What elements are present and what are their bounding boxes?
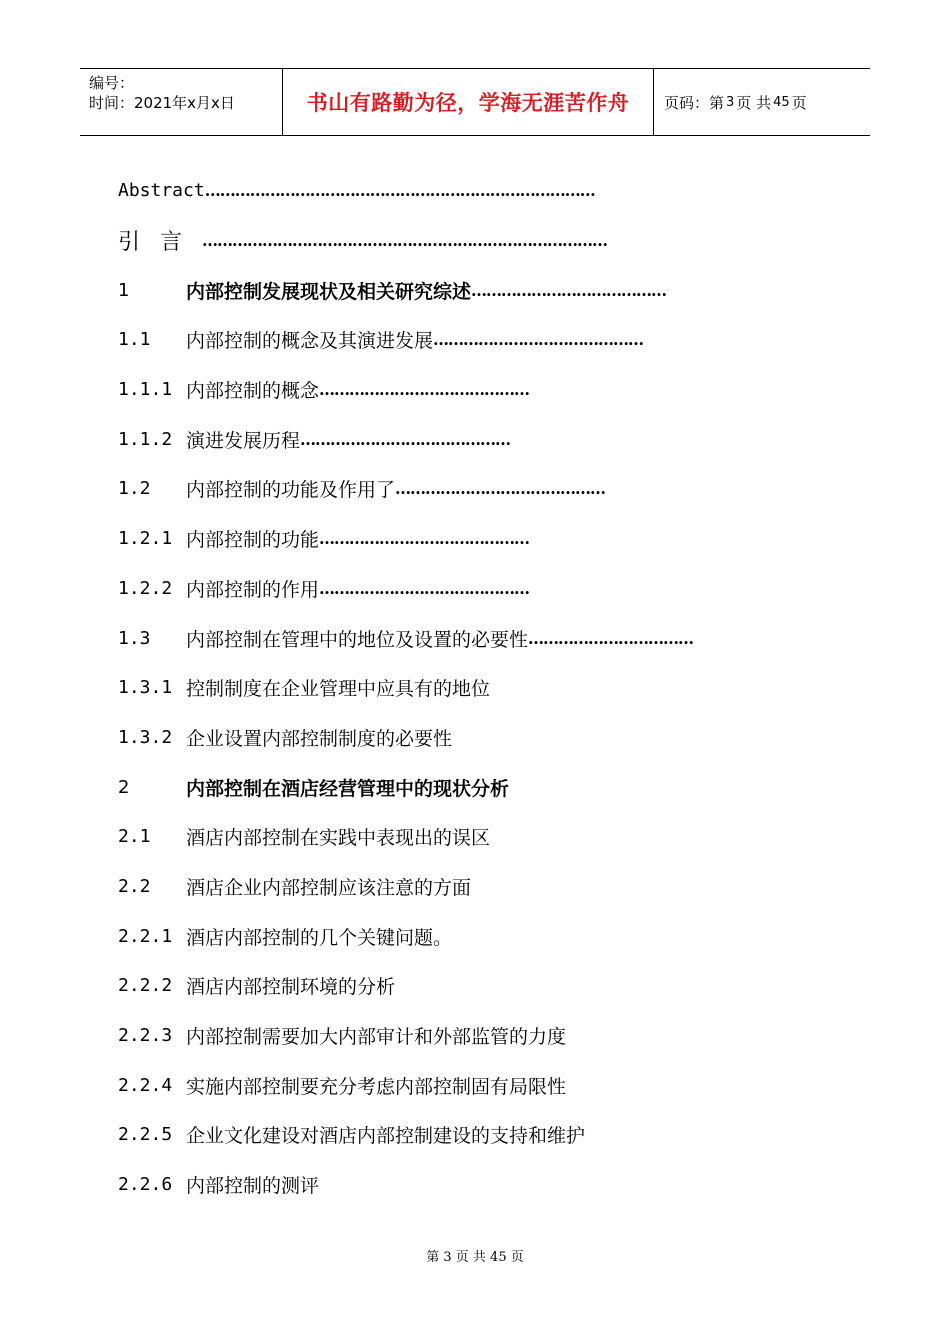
- header-meta: [80, 69, 282, 135]
- toc-entry: [118, 265, 838, 315]
- toc-entry-title: 演进发展历程: [186, 429, 301, 452]
- toc-entry-number: 1.2.2: [118, 577, 173, 599]
- toc-entry-title: 酒店内部控制在实践中表现出的误区: [186, 827, 491, 850]
- toc-entry-leader-dots: …………………………………: [471, 280, 667, 300]
- toc-entry-title: 控制制度在企业管理中应具有的地位: [186, 678, 491, 701]
- toc-entry-leader-dots: ……………………………………………………………………: [204, 181, 595, 201]
- toc-entry-number: 2.2.5: [118, 1124, 173, 1146]
- toc-entry-number: 2.2.2: [118, 975, 173, 997]
- toc-entry-title: 企业设置内部控制制度的必要性: [186, 727, 453, 750]
- toc-entry-number: 2.2.1: [118, 925, 173, 947]
- table-of-contents: [118, 166, 838, 1209]
- time-label: 时间：2021年x月x日: [89, 94, 235, 112]
- toc-entry-number: 1.3: [118, 627, 151, 649]
- page-current: 3: [726, 94, 735, 110]
- toc-entry-title: 内部控制的概念: [186, 380, 320, 403]
- toc-entry-title: 内部控制在管理中的地位及设置的必要性: [186, 628, 529, 651]
- toc-entry-title: 内部控制在酒店经营管理中的现状分析: [186, 777, 510, 800]
- toc-entry-number: 2.1: [118, 826, 151, 848]
- toc-entry-leader-dots: ……………………………………: [433, 330, 644, 350]
- toc-entry-number: 2: [118, 776, 130, 798]
- toc-entry-title: 内部控制的功能: [186, 529, 320, 552]
- toc-entry-leader-dots: ………………………………………………………………………: [202, 231, 608, 251]
- toc-entry: [118, 713, 838, 763]
- toc-entry-number: 1.3.1: [118, 677, 173, 699]
- toc-entry: [118, 514, 838, 564]
- page-footer: 第 3 页 共 45 页: [426, 1250, 524, 1265]
- toc-entry-leader-dots: ……………………………………: [300, 429, 511, 449]
- toc-entry: [118, 961, 838, 1011]
- toc-entry-title: 内部控制需要加大内部审计和外部监管的力度: [186, 1026, 567, 1049]
- toc-entry-number: 2.2.6: [118, 1174, 173, 1196]
- toc-entry-number: 2.2.3: [118, 1025, 173, 1047]
- toc-entry-number: 1.2: [118, 478, 151, 500]
- toc-entry: [118, 663, 838, 713]
- toc-entry: [118, 862, 838, 912]
- toc-entry-title: 引言: [118, 230, 203, 256]
- toc-entry-title: 内部控制发展现状及相关研究综述: [186, 280, 472, 303]
- toc-entry-number: 2.2.4: [118, 1074, 173, 1096]
- page-header: [80, 68, 870, 136]
- motto: 书山有路勤为径，学海无涯苦作舟: [306, 91, 630, 115]
- toc-entry: [118, 911, 838, 961]
- toc-entry-leader-dots: ……………………………………: [319, 578, 530, 598]
- toc-entry: [118, 315, 838, 365]
- toc-entry-leader-dots: ……………………………………: [319, 529, 530, 549]
- toc-entry-number: 1.1: [118, 329, 151, 351]
- toc-entry: [118, 1110, 838, 1160]
- toc-entry: [118, 166, 838, 216]
- toc-entry: [118, 216, 838, 266]
- page-middle: 页 共: [736, 93, 772, 112]
- toc-entry: [118, 1160, 838, 1210]
- toc-entry: [118, 812, 838, 862]
- page-total: 45: [773, 94, 790, 110]
- toc-entry-number: 1.2.1: [118, 528, 173, 550]
- toc-entry-title: 内部控制的测评: [186, 1175, 320, 1198]
- toc-entry-title: 实施内部控制要充分考虑内部控制固有局限性: [186, 1075, 567, 1098]
- toc-entry-title: 酒店企业内部控制应该注意的方面: [186, 876, 472, 899]
- header-motto-cell: [282, 69, 654, 135]
- toc-entry-title: 酒店内部控制的几个关键问题。: [186, 926, 453, 949]
- toc-entry-number: 1: [118, 279, 130, 301]
- page-prefix: 页码：第: [664, 93, 725, 112]
- toc-entry-number: 1.1.2: [118, 428, 173, 450]
- toc-entry: [118, 613, 838, 663]
- toc-entry-leader-dots: ……………………………: [528, 628, 694, 648]
- toc-entry-title: 内部控制的功能及作用了: [186, 479, 396, 502]
- toc-entry: [118, 464, 838, 514]
- toc-entry-title: 酒店内部控制环境的分析: [186, 976, 396, 999]
- toc-entry-title: Abstract: [118, 180, 205, 202]
- header-page-info: [654, 69, 870, 135]
- toc-entry-title: 内部控制的作用: [186, 578, 320, 601]
- toc-entry-number: 1.1.1: [118, 379, 173, 401]
- toc-entry: [118, 762, 838, 812]
- toc-entry: [118, 414, 838, 464]
- toc-entry-title: 企业文化建设对酒店内部控制建设的支持和维护: [186, 1125, 586, 1148]
- toc-entry: [118, 365, 838, 415]
- toc-entry: [118, 1060, 838, 1110]
- toc-entry-leader-dots: ……………………………………: [319, 380, 530, 400]
- code-label: 编号：: [89, 74, 135, 92]
- toc-entry-leader-dots: ……………………………………: [395, 479, 606, 499]
- toc-entry-number: 2.2: [118, 875, 151, 897]
- toc-entry-number: 1.3.2: [118, 726, 173, 748]
- toc-entry: [118, 564, 838, 614]
- toc-entry-title: 内部控制的概念及其演进发展: [186, 330, 434, 353]
- page-suffix: 页: [791, 93, 807, 112]
- toc-entry: [118, 1011, 838, 1061]
